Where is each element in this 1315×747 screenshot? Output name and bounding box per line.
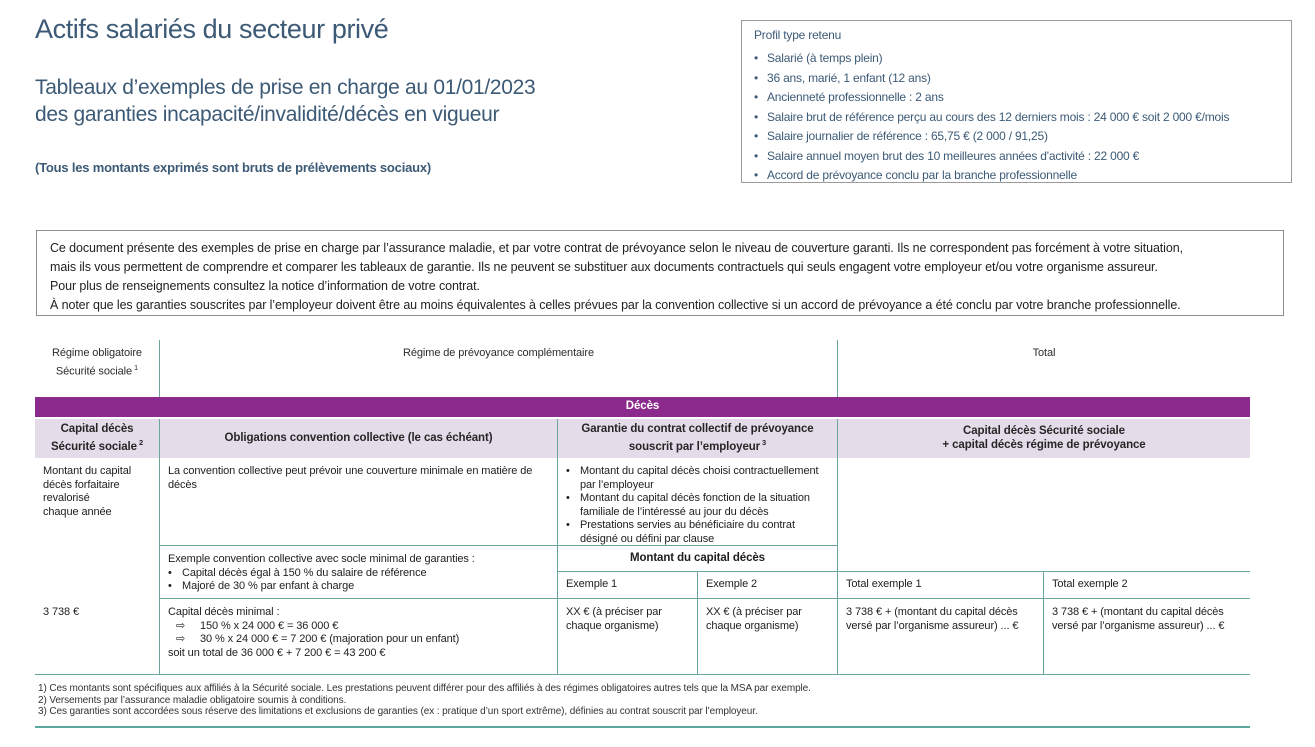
list-item xyxy=(754,69,1279,89)
bullet-icon: • xyxy=(754,109,759,124)
subheader-exemple-1: Exemple 1 xyxy=(558,572,698,599)
list-item xyxy=(754,127,1279,147)
subheader-total-exemple-2: Total exemple 2 xyxy=(1044,572,1250,599)
column-header-obligations-cc: Obligations convention collective (le cas échéant) xyxy=(160,419,558,458)
calc-line: ⇨ 150 % x 24 000 € = 36 000 € xyxy=(176,619,339,632)
list-item: • Majoré de 30 % par enfant à charge xyxy=(168,580,355,592)
footnote-3: 3) Ces garanties sont accordées sous réserve des limitations et exclusions de garanties (ex : pratique d’un sport extrême), définies au contrat souscrit par l’employeur. xyxy=(38,706,758,717)
list-item: • Montant du capital décès fonction de la situation familiale de l’intéressé au jour du décès xyxy=(566,492,810,518)
profile-box xyxy=(741,20,1292,183)
bullet-icon: • xyxy=(754,90,759,104)
subheader-exemple-2: Exemple 2 xyxy=(698,572,838,599)
footnotes xyxy=(38,683,811,718)
bullet-icon: • xyxy=(168,566,172,579)
cell-total-exemple-2: 3 738 € + (montant du capital décès versé par l’organisme assureur) ... € xyxy=(1044,599,1250,675)
cell-capital-ss-montant: 3 738 € xyxy=(35,599,160,675)
cell-garantie-bullets xyxy=(558,458,838,546)
bottom-rule xyxy=(35,726,1250,728)
list-item: • Prestations servies au bénéficiaire du contrat désigné ou défini par clause xyxy=(566,519,795,545)
notice-line: Pour plus de renseignements consultez la notice d’information de votre contrat. xyxy=(50,279,480,293)
bullet-icon: • xyxy=(754,168,759,182)
profile-item-text: 36 ans, marié, 1 enfant (12 ans) xyxy=(767,70,931,85)
header-line: + capital décès régime de prévoyance xyxy=(942,438,1146,451)
section-band-deces: Décès xyxy=(35,397,1250,419)
amounts-note: (Tous les montants exprimés sont bruts de prélèvements sociaux) xyxy=(35,160,432,175)
bullet-icon: • xyxy=(754,129,759,143)
cell-exemple-2-montant: XX € (à préciser par chaque organisme) xyxy=(698,599,838,675)
list-item xyxy=(754,166,1279,186)
subheader-total-exemple-1: Total exemple 1 xyxy=(838,572,1044,599)
subtitle-line-1: Tableaux d’exemples de prise en charge au 01/01/2023 xyxy=(35,76,536,99)
bullet-icon: • xyxy=(566,492,570,504)
bullet-icon: • xyxy=(754,51,759,65)
footnote-ref-1: 1 xyxy=(133,362,139,372)
calc-line: ⇨ 30 % x 24 000 € = 7 200 € (majoration pour un enfant) xyxy=(176,633,460,645)
subtitle-line-2: des garanties incapacité/invalidité/décès en vigueur xyxy=(35,103,500,126)
header-line: Sécurité sociale $^2$ xyxy=(50,438,144,453)
cell-exemple-1-montant: XX € (à préciser par chaque organisme) xyxy=(558,599,698,675)
cell-capital-minimal: Capital décès minimal : ⇨ 150 % x 24 000 € = 36 000 € ⇨ 30 % x 24 000 € = 7 200 € (majoration pour un enfant) soit un total de 36 000 € + 7 200 € = 43 200 € xyxy=(160,599,558,675)
bullet-icon: • xyxy=(754,148,759,163)
bullet-icon: • xyxy=(168,580,172,592)
page-title: Actifs salariés du secteur privé xyxy=(35,14,389,44)
footnote-ref-2: 2 xyxy=(138,438,144,448)
footnote-ref-3: 3 xyxy=(762,438,767,448)
profile-item-text: Salaire annuel moyen brut des 10 meilleures années d'activité : 22 000 € xyxy=(767,148,1140,163)
profile-item-text: Ancienneté professionnelle : 2 ans xyxy=(767,90,944,104)
column-group-header-prevoyance: Régime de prévoyance complémentaire xyxy=(160,340,838,397)
list-item xyxy=(754,108,1279,128)
header-line: Capital décès xyxy=(60,422,134,435)
column-header-garantie-contrat xyxy=(558,419,838,458)
column-header-capital-deces-ss xyxy=(35,419,160,458)
notice-line: mais ils vous permettent de comprendre et comparer les tableaux de garantie. Ils ne peuvent se substituer aux documents contractuels qui seuls engagent votre employeur et/ou votre organisme assureur. xyxy=(50,260,1158,274)
cell-montant-forfaitaire: Montant du capital décès forfaitaire revalorisé chaque année xyxy=(35,458,160,599)
header-line: Sécurité sociale $^1$ xyxy=(55,362,139,378)
cell-exemple-convention: Exemple convention collective avec socle minimal de garanties : • Capital décès égal à 150 % du salaire de référence • Majoré de 30 % par enfant à charge xyxy=(160,546,558,599)
bullet-icon: • xyxy=(566,465,570,477)
page-subtitle xyxy=(35,74,535,128)
list-item xyxy=(754,49,1279,69)
bullet-icon: • xyxy=(566,519,570,531)
arrow-icon: ⇨ xyxy=(176,619,186,632)
column-header-total-capital xyxy=(838,419,1250,458)
header-line: souscrit par l’employeur $^3$ xyxy=(628,438,767,453)
profile-item-text: Accord de prévoyance conclu par la branche professionnelle xyxy=(767,168,1077,182)
column-group-header-total: Total xyxy=(1032,347,1056,359)
notice-line: Ce document présente des exemples de prise en charge par l’assurance maladie, et par votre contrat de prévoyance selon le niveau de couverture garanti. Ils ne correspondent pas forcément à votre situation, xyxy=(50,241,1183,255)
cell-convention-couverture: La convention collective peut prévoir une couverture minimale en matière de décès xyxy=(160,458,558,546)
profile-item-text: Salaire journalier de référence : 65,75 € (2 000 / 91,25) xyxy=(767,129,1048,143)
list-item: • Capital décès égal à 150 % du salaire de référence xyxy=(168,566,427,579)
footnote-2: 2) Versements par l’assurance maladie obligatoire soumis à conditions. xyxy=(38,694,347,706)
footnote-1: 1) Ces montants sont spécifiques aux affiliés à la Sécurité sociale. Les prestations peuvent différer pour des affiliés à des régimes obligatoires autres tels que la MSA par exemple. xyxy=(38,683,811,694)
list-item: • Montant du capital décès choisi contractuellement par l’employeur xyxy=(566,465,819,491)
header-line: Garantie du contrat collectif de prévoyance xyxy=(581,422,814,435)
arrow-icon: ⇨ xyxy=(176,633,186,645)
list-item xyxy=(754,147,1279,167)
calc-total: soit un total de 36 000 € + 7 200 € = 43 200 € xyxy=(168,646,386,659)
notice-line: À noter que les garanties souscrites par l’employeur doivent être au moins équivalentes à celles prévues par la convention collective si un accord de prévoyance a été conclu par votre branche professionnelle. xyxy=(50,298,1181,312)
notice-box xyxy=(36,230,1284,316)
subheader-montant-capital-deces: Montant du capital décès xyxy=(558,546,838,572)
profile-box-title: Profil type retenu xyxy=(754,28,842,42)
bullet-icon: • xyxy=(754,70,759,85)
column-group-header-regime-obligatoire xyxy=(35,340,160,397)
header-line: Régime obligatoire xyxy=(52,347,142,359)
header-line: Capital décès Sécurité sociale xyxy=(963,425,1125,437)
profile-item-text: Salaire brut de référence perçu au cours des 12 derniers mois : 24 000 € soit 2 000 €/mois xyxy=(767,109,1230,124)
list-item xyxy=(754,88,1279,108)
benefits-table xyxy=(35,340,1250,675)
cell-total-exemple-1: 3 738 € + (montant du capital décès versé par l’organisme assureur) ... € xyxy=(838,599,1044,675)
cell-total-empty xyxy=(838,458,1250,572)
profile-item-text: Salarié (à temps plein) xyxy=(767,51,883,65)
